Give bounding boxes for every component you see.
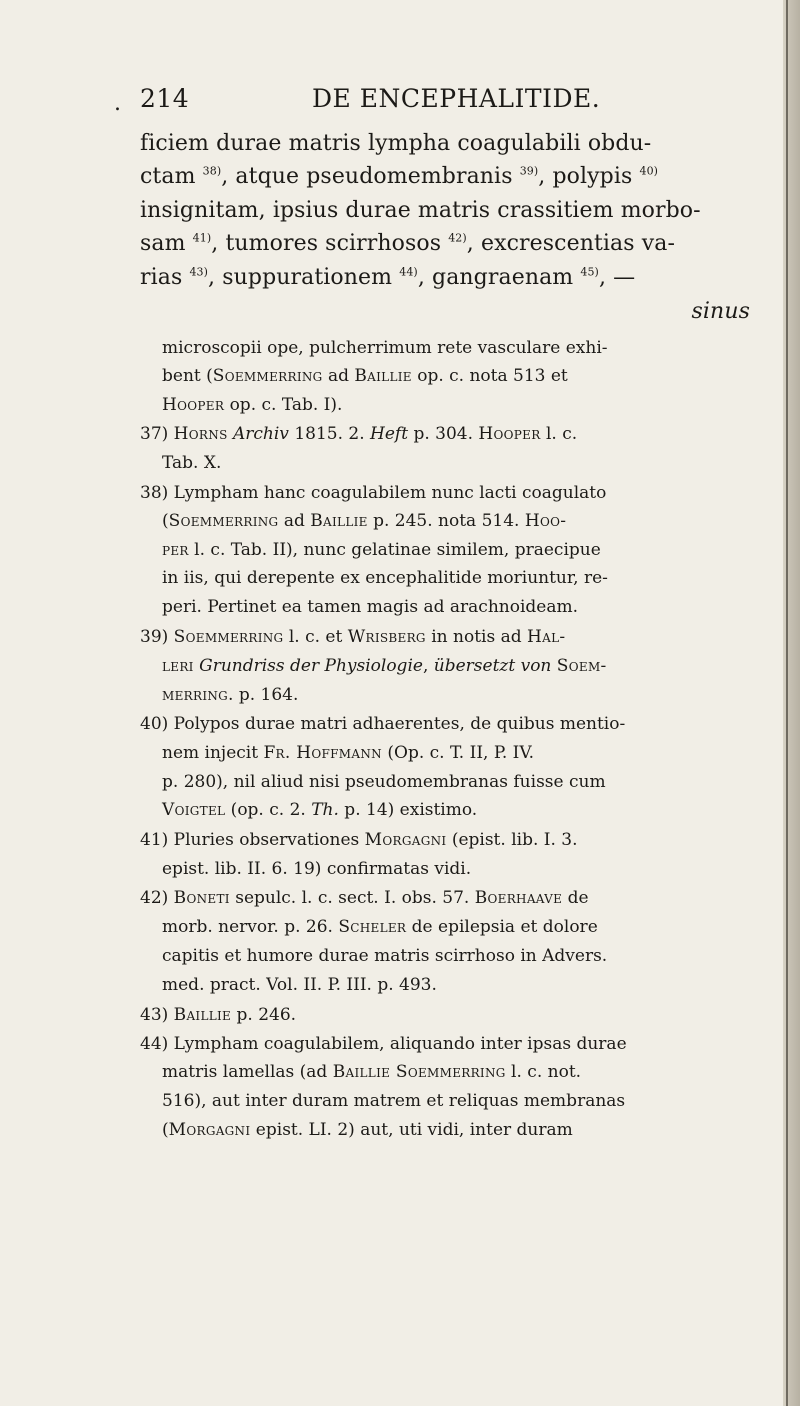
- footnote-37: 37) Horns Archiv 1815. 2. Heft p. 304. Hooper l. c.: [140, 424, 578, 444]
- main-line-5: rias $^{43)}$, suppurationem $^{44)}$, gangraenam $^{45)}$, —: [140, 265, 636, 290]
- footnote-line: microscopii ope, pulcherrimum rete vasculare exhi-: [162, 338, 608, 358]
- footnote-line: (Morgagni epist. LI. 2) aut, uti vidi, inter duram: [162, 1120, 573, 1140]
- footnote-line: capitis et humore durae matris scirrhoso in Advers.: [162, 946, 608, 966]
- footnote-line: in iis, qui derepente ex encephalitide moriuntur, re-: [162, 568, 608, 588]
- footnote-line: leri Grundriss der Physiologie, übersetzt von Soem-: [162, 656, 607, 676]
- footnote-line: bent (Soemmerring ad Baillie op. c. nota 513 et: [162, 366, 568, 386]
- footnote-line: (Soemmerring ad Baillie p. 245. nota 514. Hoo-: [162, 511, 567, 531]
- footnote-line: med. pract. Vol. II. P. III. p. 493.: [162, 975, 437, 995]
- footnote-line: Hooper op. c. Tab. I).: [162, 395, 343, 415]
- margin-dot: .: [114, 91, 121, 116]
- main-line-3: insignitam, ipsius durae matris crassitiem morbo-: [140, 198, 701, 223]
- footnote-line: peri. Pertinet ea tamen magis ad arachnoideam.: [162, 597, 579, 617]
- footnote-41: 41) Pluries observationes Morgagni (epist. lib. I. 3.: [140, 830, 578, 850]
- footnote-line: matris lamellas (ad Baillie Soemmerring l. c. not.: [162, 1062, 582, 1082]
- footnote-39: 39) Soemmerring l. c. et Wrisberg in notis ad Hal-: [140, 627, 566, 647]
- footnote-line: morb. nervor. p. 26. Scheler de epilepsia et dolore: [162, 917, 598, 937]
- footnote-line: per l. c. Tab. II), nunc gelatinae similem, praecipue: [162, 540, 601, 560]
- footnote-line: merring. p. 164.: [162, 685, 299, 705]
- footnote-43: 43) Baillie p. 246.: [140, 1005, 297, 1025]
- footnote-line: Voigtel (op. c. 2. Th. p. 14) existimo.: [162, 800, 478, 820]
- footnote-line: nem injecit Fr. Hoffmann (Op. c. T. II, P. IV.: [162, 743, 535, 763]
- footnote-42: 42) Boneti sepulc. l. c. sect. I. obs. 57. Boerhaave de: [140, 888, 589, 908]
- main-line-2: ctam $^{38)}$, atque pseudomembranis $^{39)}$, polypis $^{40)}$: [140, 164, 659, 189]
- main-line-1: ficiem durae matris lympha coagulabili obdu-: [140, 131, 652, 156]
- catchword: sinus: [691, 299, 750, 324]
- running-title: DE ENCEPHALITIDE.: [312, 84, 601, 113]
- footnote-line: epist. lib. II. 6. 19) confirmatas vidi.: [162, 859, 472, 879]
- footnote-line: 516), aut inter duram matrem et reliquas membranas: [162, 1091, 626, 1111]
- binding-shadow: [786, 0, 788, 1406]
- main-line-4: sam $^{41)}$, tumores scirrhosos $^{42)}$, excrescentias va-: [140, 231, 676, 256]
- footnote-38: 38) Lympham hanc coagulabilem nunc lacti coagulato: [140, 483, 607, 503]
- footnote-line: p. 280), nil aliud nisi pseudomembranas fuisse cum: [162, 772, 606, 792]
- page-number: 214: [140, 84, 190, 113]
- footnote-line: Tab. X.: [162, 453, 222, 473]
- footnote-44: 44) Lympham coagulabilem, aliquando inter ipsas durae: [140, 1034, 627, 1054]
- footnote-40: 40) Polypos durae matri adhaerentes, de quibus mentio-: [140, 714, 626, 734]
